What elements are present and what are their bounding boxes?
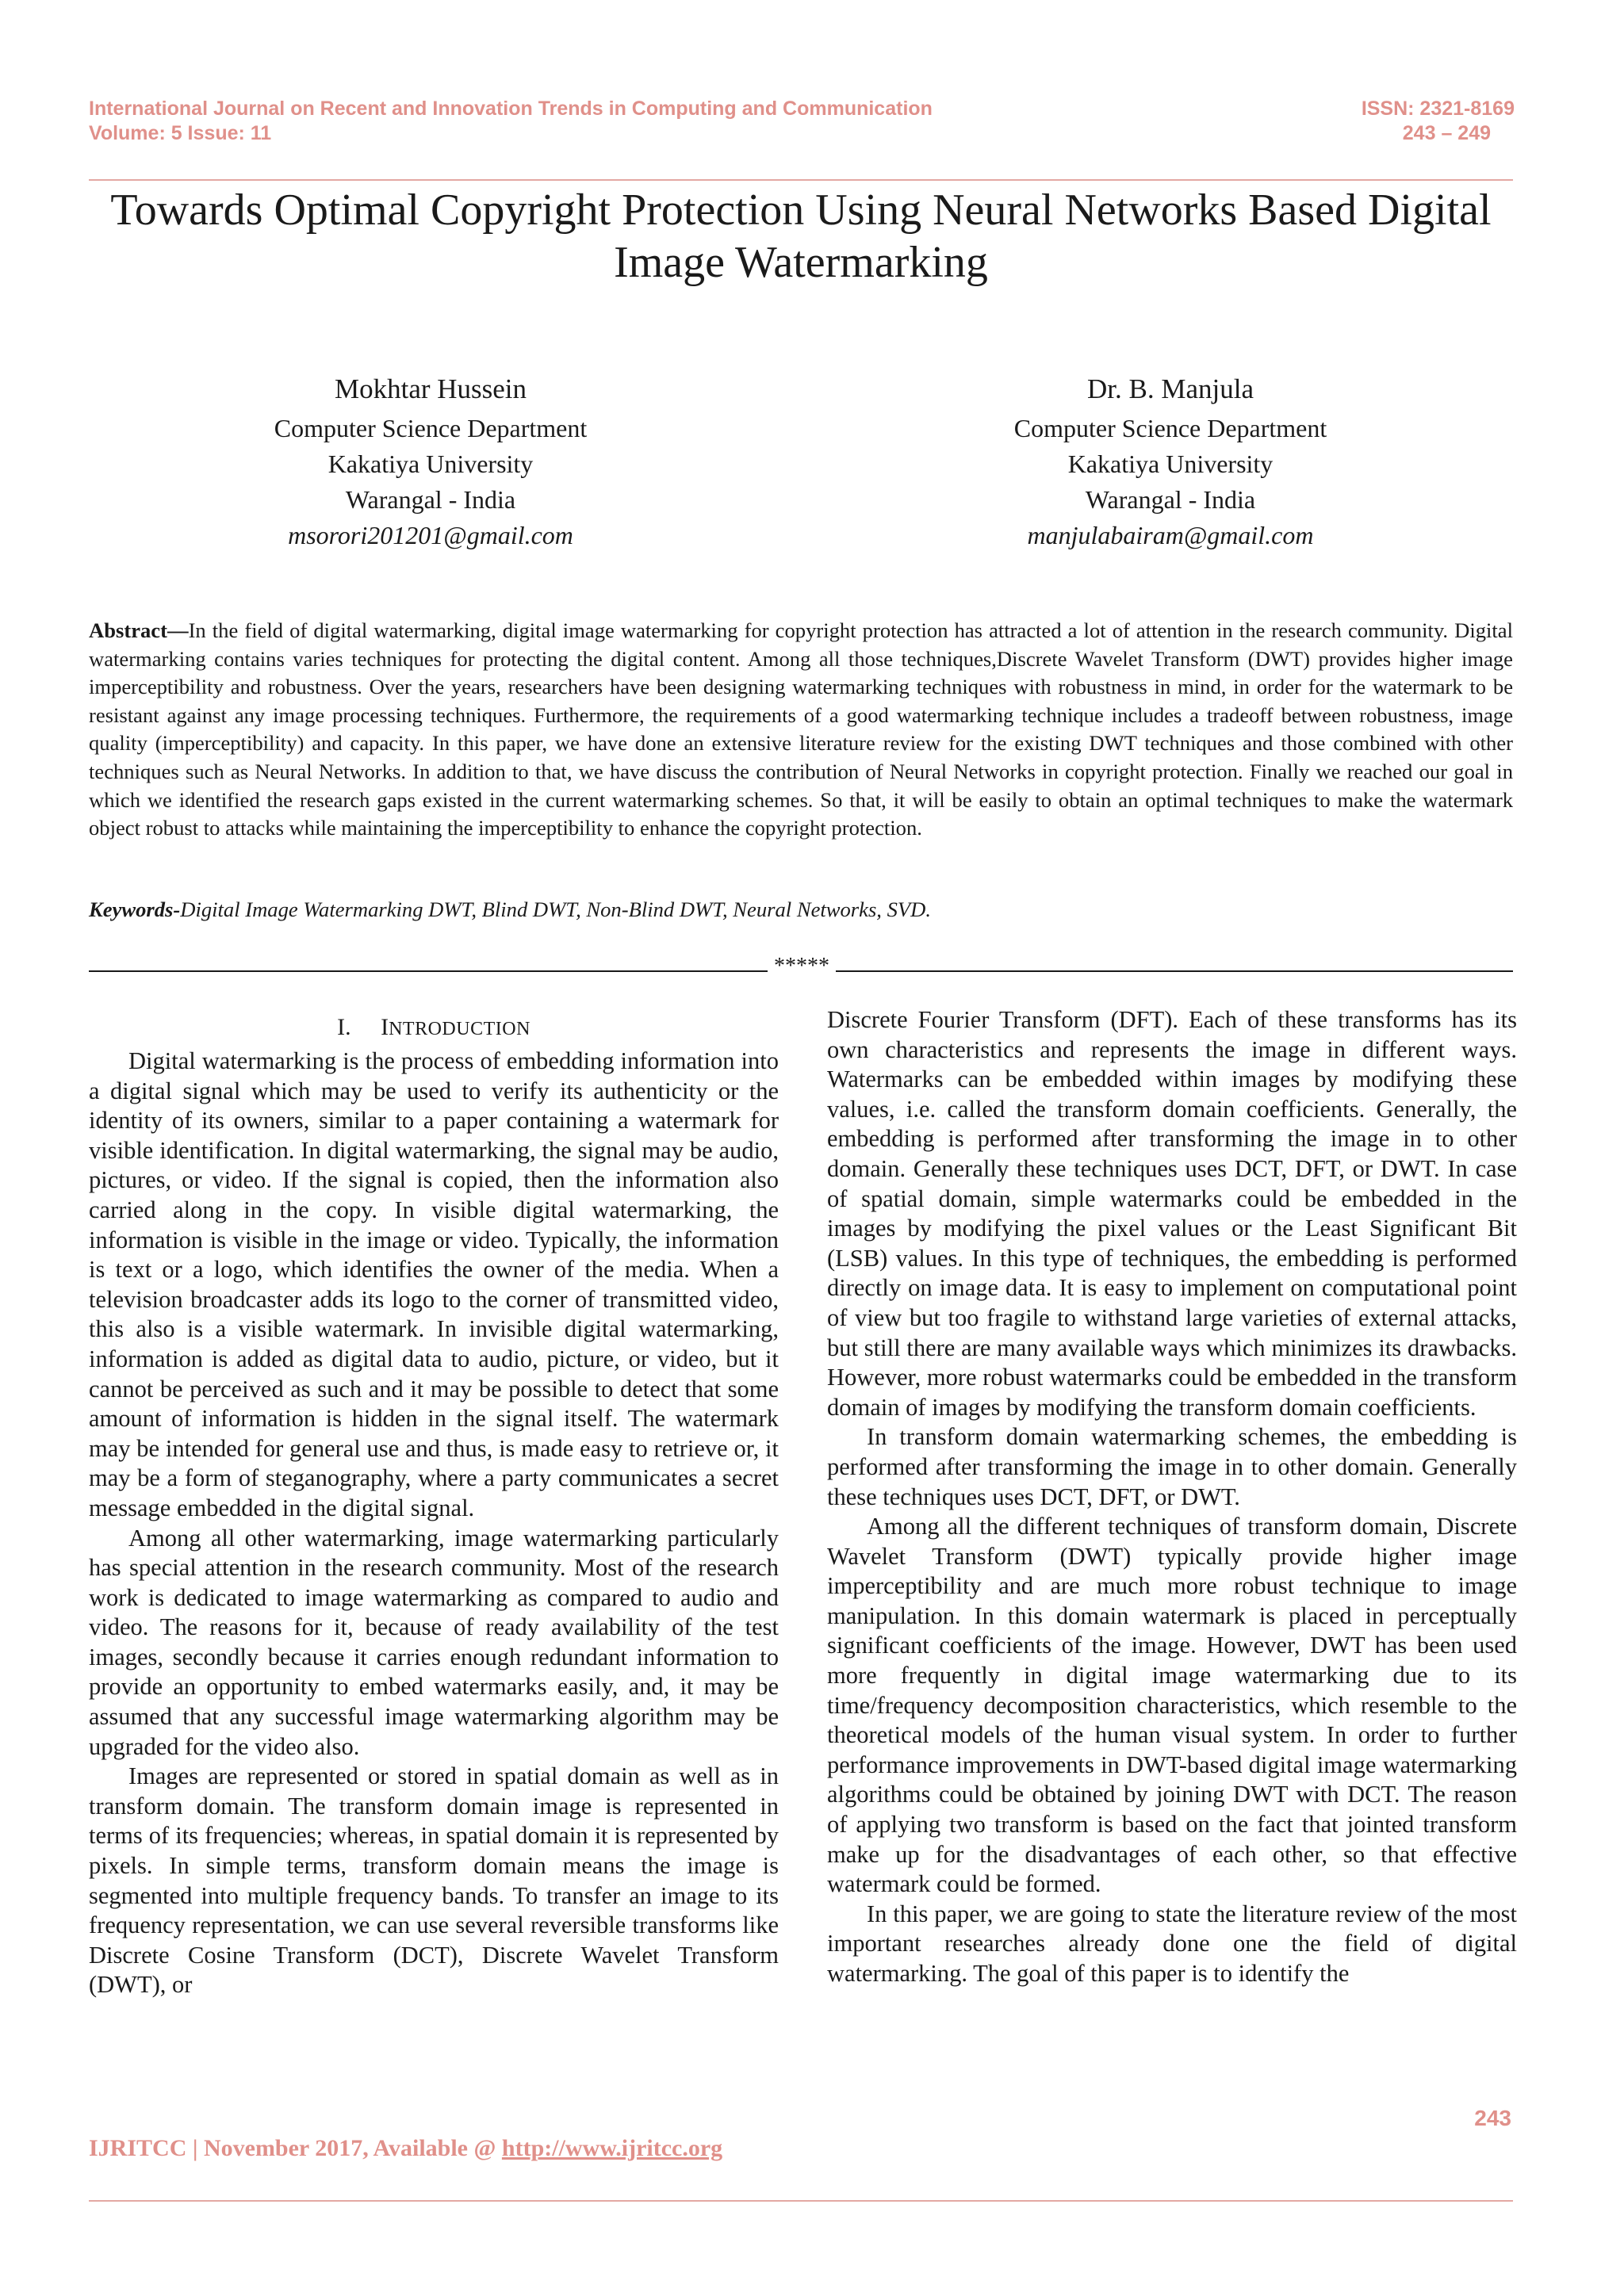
section-title-rest: NTRODUCTION	[389, 1019, 530, 1039]
page-number: 243	[1474, 2106, 1511, 2130]
author-block-2	[893, 371, 1448, 553]
footer	[89, 2134, 722, 2163]
header-rule	[89, 179, 1513, 181]
author-department: Computer Science Department	[274, 414, 588, 442]
author-location: Warangal - India	[345, 485, 516, 514]
section-number: I.	[337, 1014, 351, 1040]
divider-line-left	[89, 970, 768, 972]
paper-title	[89, 184, 1513, 289]
keywords-label: Keywords-	[89, 897, 181, 921]
section-heading	[89, 1012, 779, 1045]
footer-rule	[89, 2200, 1513, 2202]
right-column	[827, 1005, 1517, 1989]
divider-stars: *****	[774, 954, 829, 978]
left-column	[89, 1012, 779, 2000]
author-university: Kakatiya University	[327, 450, 534, 478]
footer-text: IJRITCC | November 2017, Available @	[89, 2135, 502, 2161]
footer-link[interactable]: http://www.ijritcc.org	[501, 2135, 723, 2161]
paragraph-continuation: Discrete Fourier Transform (DFT). Each of these transforms has its own characteristics and represents the image in different ways. Watermarks can be embedded within images by modifying these values, i.e. called the transform domain coefficients. Generally, the embedding is performed after transforming the image in to other domain. Generally these techniques uses DCT, DFT, or DWT. In case of spatial domain, simple watermarks could be embedded in the images by modifying the pixel values or the Least Significant Bit (LSB) values. In this type of techniques, the embedding is performed directly on image data. It is easy to implement on computational point of view but too fragile to withstand large varieties of external attacks, but still there are many available ways which minimizes its drawbacks. However, more robust watermarks could be embedded in the transform domain of images by modifying the transform domain coefficients.	[827, 1006, 1517, 1421]
issn: ISSN: 2321-8169	[1361, 98, 1515, 120]
journal-volume: Volume: 5 Issue: 11	[89, 122, 272, 144]
journal-header	[89, 97, 933, 146]
journal-name: International Journal on Recent and Innovation Trends in Computing and Communication	[89, 98, 933, 120]
author-name: Dr. B. Manjula	[1087, 373, 1254, 404]
author-university: Kakatiya University	[1067, 450, 1274, 478]
section-divider	[89, 956, 1513, 980]
paragraph: Among all other watermarking, image watermarking particularly has special attention in the research community. Most of the research work is dedicated to image watermarking as compared to audio and video. The reasons for it, because of ready availability of the test images, secondly because it carries enough redundant information to provide an opportunity to embed watermarks easily, and, it may be assumed that any successful image watermarking algorithm may be upgraded for the video also.	[89, 1524, 779, 1760]
author-department: Computer Science Department	[1013, 414, 1327, 442]
title-line-2: Image Watermarking	[614, 238, 988, 287]
keywords-text: Digital Image Watermarking DWT, Blind DWT, Non-Blind DWT, Neural Networks, SVD.	[180, 897, 931, 921]
page-range: 243 – 249	[1402, 122, 1491, 144]
paragraph: Digital watermarking is the process of embedding information into a digital signal which may be used to verify its authenticity or the identity of its owners, similar to a paper containing a watermark for visible identification. In digital watermarking, the signal may be audio, pictures, or video. If the signal is copied, then the information also carried along in the copy. In visible digital watermarking, the information is visible in the image or video. Typically, the information is text or a logo, which identifies the owner of the media. When a television broadcaster adds its logo to the corner of transmitted video, this also is a visible watermark. In invisible digital watermarking, information is added as digital data to audio, picture, or video, but it cannot be perceived as such and it may be possible to detect that some amount of information is hidden in the signal itself. The watermark may be intended for general use and thus, is made easy to retrieve or, it may be a form of steganography, where a party communicates a secret message embedded in the digital signal.	[89, 1047, 779, 1521]
author-location: Warangal - India	[1085, 485, 1256, 514]
paragraph: Among all the different techniques of transform domain, Discrete Wavelet Transform (DWT) typically provide higher image imperceptibility and are much more robust technique to image manipulation. In this domain watermark is placed in perceptually significant coefficients of the image. However, DWT has been used more frequently in digital image watermarking due to its time/frequency decomposition characteristics, which resemble to the theoretical models of the human visual system. In order to further performance improvements in DWT-based digital image watermarking algorithms could be obtained by joining DWT with DCT. The reason of applying two transform is based on the fact that jointed transform make up for the disadvantages of each other, so that effective watermark could be formed.	[827, 1513, 1517, 1898]
journal-meta	[1362, 97, 1515, 146]
author-email[interactable]: msorori201201@gmail.com	[288, 521, 573, 549]
divider-line-right	[836, 970, 1513, 972]
keywords	[89, 896, 1513, 924]
abstract-label: Abstract—	[89, 618, 189, 642]
author-email[interactable]: manjulabairam@gmail.com	[1027, 521, 1314, 549]
abstract	[89, 617, 1513, 843]
author-name: Mokhtar Hussein	[334, 373, 527, 404]
paragraph: In transform domain watermarking schemes, the embedding is performed after transforming the image in to other domain. Generally these techniques uses DCT, DFT, or DWT.	[827, 1423, 1517, 1510]
paragraph: In this paper, we are going to state the literature review of the most important researches already done one the field of digital watermarking. The goal of this paper is to identify the	[827, 1900, 1517, 1987]
section-title-initial: I	[381, 1014, 389, 1040]
title-line-1: Towards Optimal Copyright Protection Using Neural Networks Based Digital	[110, 186, 1492, 235]
author-block-1	[153, 371, 708, 553]
abstract-text: In the field of digital watermarking, digital image watermarking for copyright protection has attracted a lot of attention in the research community. Digital watermarking contains varies techniques for protecting the digital content. Among all those techniques,Discrete Wavelet Transform (DWT) provides higher image imperceptibility and robustness. Over the years, researchers have been designing watermarking techniques with robustness in mind, in order for the watermark to be resistant against any image processing techniques. Furthermore, the requirements of a good watermarking technique includes a tradeoff between robustness, image quality (imperceptibility) and capacity. In this paper, we have done an extensive literature review for the existing DWT techniques and those combined with other techniques such as Neural Networks. In addition to that, we have discuss the contribution of Neural Networks in copyright protection. Finally we reached our goal in which we identified the research gaps existed in the current watermarking schemes. So that, it will be easily to obtain an optimal techniques to make the watermark object robust to attacks while maintaining the imperceptibility to enhance the copyright protection.	[89, 618, 1513, 840]
paragraph: Images are represented or stored in spatial domain as well as in transform domain. The transform domain image is represented in terms of its frequencies; whereas, in spatial domain it is represented by pixels. In simple terms, transform domain means the image is segmented into multiple frequency bands. To transfer an image to its frequency representation, we can use several reversible transforms like Discrete Cosine Transform (DCT), Discrete Wavelet Transform (DWT), or	[89, 1762, 779, 1999]
